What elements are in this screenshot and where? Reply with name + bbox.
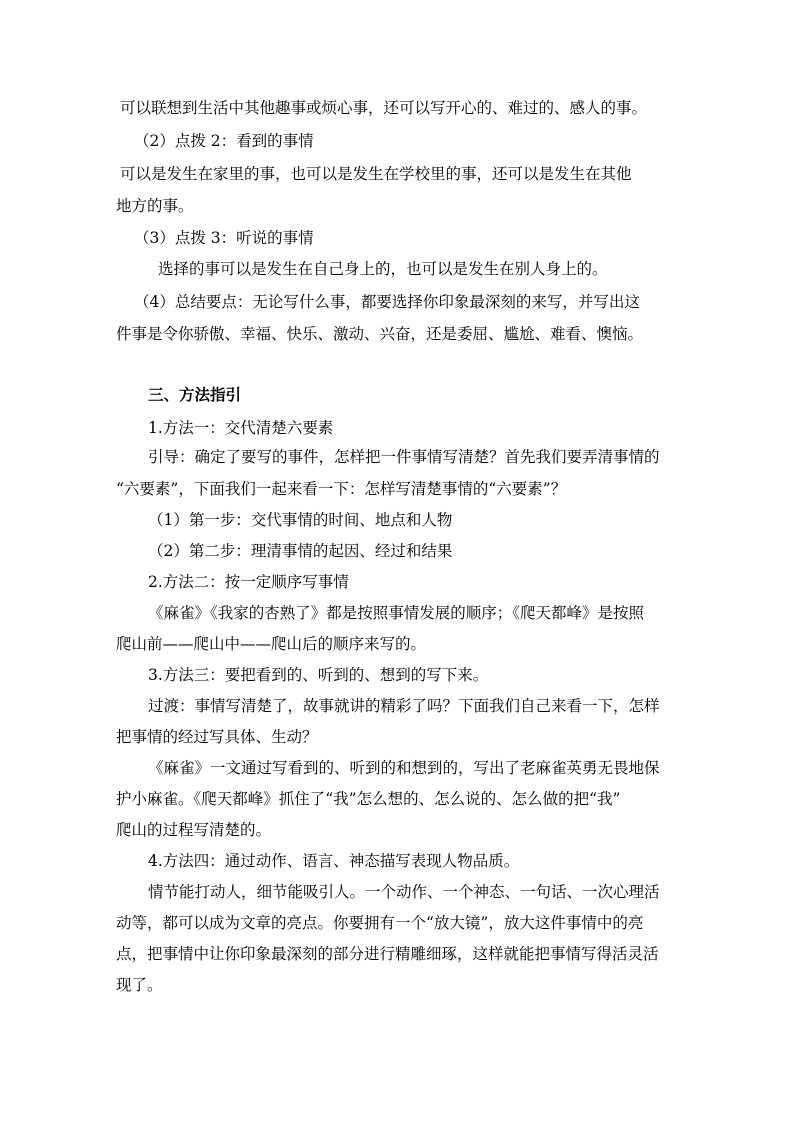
section-heading: 三、方法指引: [148, 385, 242, 404]
paragraph-line: 护小麻雀。《爬天都峰》抓住了“我”怎么想的、怎么说的、怎么做的把“我”: [116, 790, 621, 808]
paragraph-line: （4）总结要点：无论写什么事，都要选择你印象最深刻的来写，并写出这: [134, 293, 640, 311]
paragraph-line: 可以是发生在家里的事，也可以是发生在学校里的事，还可以是发生在其他: [120, 165, 632, 183]
method-heading: 2.方法二：按一定顺序写事情: [148, 573, 349, 591]
method-heading: 4.方法四：通过动作、语言、神态描写表现人物品质。: [148, 852, 520, 870]
paragraph-line: 地方的事。: [116, 197, 194, 215]
paragraph-line: 引导：确定了要写的事件，怎样把一件事情写清楚？首先我们要弄清事情的: [148, 448, 660, 466]
paragraph-line: “六要素”，下面我们一起来看一下：怎样写清楚事情的“六要素”？: [116, 480, 567, 498]
paragraph-line: 动等，都可以成为文章的亮点。你要拥有一个“放大镜”，放大这件事情中的亮: [116, 914, 644, 932]
paragraph-line: 件事是令你骄傲、幸福、快乐、激动、兴奋，还是委屈、尴尬、难看、懊恼。: [116, 325, 644, 343]
paragraph-line: 过渡：事情写清楚了，故事就讲的精彩了吗？下面我们自己来看一下，怎样: [148, 697, 660, 715]
paragraph-line: 可以联想到生活中其他趣事或烦心事，还可以写开心的、难过的、感人的事。: [120, 99, 648, 117]
method-heading: 3.方法三：要把看到的、听到的、想到的写下来。: [148, 666, 489, 684]
paragraph-line: 选择的事可以是发生在自己身上的，也可以是发生在别人身上的。: [158, 260, 608, 278]
paragraph-line: 《麻雀》《我家的杏熟了》都是按照事情发展的顺序；《爬天都峰》是按照: [148, 604, 645, 622]
paragraph-line: 现了。: [116, 976, 163, 994]
subheading-line: （2）点拨 2：看到的事情: [134, 132, 314, 150]
paragraph-line: 爬山的过程写清楚的。: [116, 821, 272, 839]
method-heading: 1.方法一：交代清楚六要素: [148, 419, 334, 437]
paragraph-line: 点，把事情中让你印象最深刻的部分进行精雕细琢，这样就能把事情写得活灵活: [116, 945, 659, 963]
step-line: （1）第一步：交代事情的时间、地点和人物: [148, 511, 453, 529]
paragraph-line: 爬山前——爬山中——爬山后的顺序来写的。: [116, 635, 427, 653]
paragraph-line: 《麻雀》一文通过写看到的、听到的和想到的，写出了老麻雀英勇无畏地保: [148, 759, 660, 777]
paragraph-line: 把事情的经过写具体、生动？: [116, 728, 318, 746]
step-line: （2）第二步：理清事情的起因、经过和结果: [148, 542, 453, 560]
paragraph-line: 情节能打动人，细节能吸引人。一个动作、一个神态、一句话、一次心理活: [148, 883, 660, 901]
subheading-line: （3）点拨 3：听说的事情: [134, 229, 314, 247]
